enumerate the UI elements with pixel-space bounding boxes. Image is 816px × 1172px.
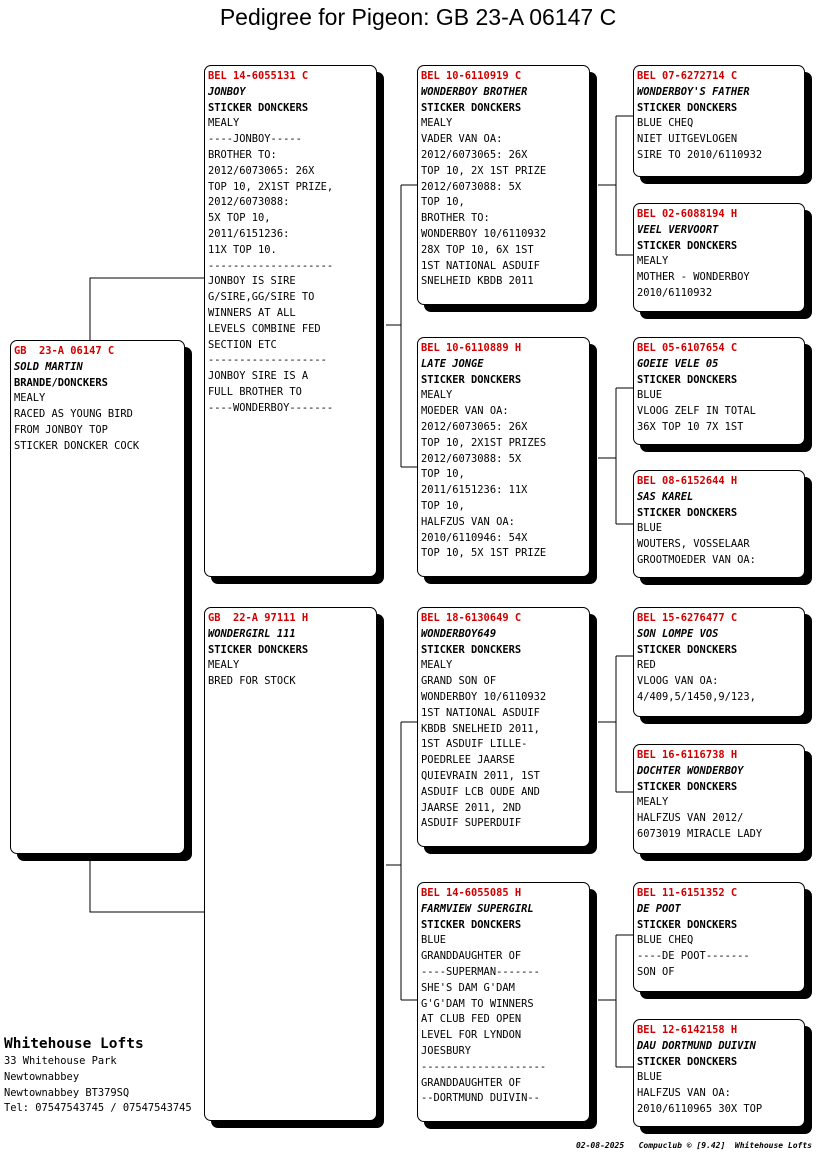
ring-number: BEL 02-6088194 H [637,208,738,220]
ring-number: BEL 11-6151352 C [637,887,738,899]
breeder: STICKER DONCKERS [208,101,309,114]
info-line: VLOOG VAN OA: [637,675,719,688]
info-line: ASDUIF SUPERDUIF [421,817,522,830]
info-line: TOP 10, 5X 1ST PRIZE [421,547,547,560]
info-line: MOTHER - WONDERBOY [637,271,750,284]
info-line: BROTHER TO: [208,148,277,161]
info-line: WOUTERS, VOSSELAAR [637,538,750,551]
info-line: ASDUIF LCB OUDE AND [421,785,540,798]
info-line: SHE'S DAM G'DAM [421,981,515,994]
info-line: TOP 10, 2X1ST PRIZE, [208,180,334,193]
owner-info [4,1034,192,1117]
info-line: 5X TOP 10, [208,212,271,225]
info-line: ----DE POOT------- [637,950,750,963]
info-line: HALFZUS VAN 2012/ [637,812,744,825]
ring-number: BEL 14-6055085 H [421,887,522,899]
breeder: STICKER DONCKERS [637,1055,738,1068]
info-line: FROM JONBOY TOP [14,423,108,436]
info-line: 2012/6073065: 26X [421,148,528,161]
info-line: BLUE [637,522,663,535]
page-title: Pedigree for Pigeon: GB 23-A 06147 C [219,4,617,30]
pigeon-name: FARMVIEW SUPERGIRL [421,902,534,915]
info-line: WONDERBOY 10/6110932 [421,690,547,703]
info-line: STICKER DONCKER COCK [14,439,140,452]
breeder: STICKER DONCKERS [208,643,309,656]
info-line: MEALY [208,659,240,672]
info-line: G/SIRE,GG/SIRE TO [208,291,315,304]
pigeon-name: WONDERBOY BROTHER [421,85,528,98]
dam-card [204,607,377,1121]
info-line: GROOTMOEDER VAN OA: [637,553,756,566]
info-line: MEALY [421,389,453,402]
info-line: 2010/6110932 [637,286,713,299]
info-line: FULL BROTHER TO [208,385,302,398]
info-line: KBDB SNELHEID 2011, [421,722,540,735]
info-line: HALFZUS VAN OA: [421,515,515,528]
sd-dam-card [633,470,805,578]
info-line: QUIEVRAIN 2011, 1ST [421,769,540,782]
pigeon-name: DOCHTER WONDERBOY [637,764,744,777]
info-line: -------------------- [421,1060,547,1073]
info-line: WINNERS AT ALL [208,306,296,319]
ring-number: GB 22-A 97111 H [208,612,309,624]
dd-dam-card [633,1019,805,1127]
breeder: STICKER DONCKERS [637,643,738,656]
info-line: ------------------- [208,354,327,367]
breeder: STICKER DONCKERS [637,506,738,519]
info-line: MEALY [421,659,453,672]
info-line: GRANDDAUGHTER OF [421,950,522,963]
ring-number: BEL 14-6055131 C [208,70,309,82]
info-line: SON OF [637,965,675,978]
info-line: MEALY [208,117,240,130]
info-line: BLUE CHEQ [637,117,694,130]
info-line: -------------------- [208,259,334,272]
info-line: GRANDDAUGHTER OF [421,1076,522,1089]
info-line: LEVELS COMBINE FED [208,322,321,335]
info-line: G'G'DAM TO WINNERS [421,997,534,1010]
info-line: JONBOY SIRE IS A [208,370,309,383]
info-line: VLOOG ZELF IN TOTAL [637,405,756,418]
info-line: ----WONDERBOY------- [208,401,334,414]
owner-address-line: Newtownabbey BT379SQ [4,1086,130,1099]
info-line: SNELHEID KBDB 2011 [421,275,534,288]
info-line: HALFZUS VAN OA: [637,1087,731,1100]
info-line: AT CLUB FED OPEN [421,1013,522,1026]
breeder: STICKER DONCKERS [421,918,522,931]
sire-dam-card [417,337,590,577]
ds-sire-card [633,607,805,717]
info-line: 4/409,5/1450,9/123, [637,690,756,703]
pigeon-name: WONDERBOY649 [421,627,497,640]
pigeon-name: WONDERGIRL 111 [208,627,296,640]
info-line: 2011/6151236: [208,227,290,240]
info-line: BLUE CHEQ [637,934,694,947]
ring-number: BEL 05-6107654 C [637,342,738,354]
owner-address-line: Newtownabbey [4,1070,80,1083]
ring-number: BEL 10-6110889 H [421,342,522,354]
info-line: ----SUPERMAN------- [421,965,540,978]
info-line: 2012/6073088: 5X [421,452,522,465]
info-line: --DORTMUND DUIVIN-- [421,1092,540,1105]
info-line: MEALY [14,392,46,405]
info-line: ----JONBOY----- [208,133,302,146]
info-line: BLUE [421,934,447,947]
info-line: RED [637,659,656,672]
footer-credit: 02-08-2025 Compuclub © [9.42] Whitehouse Lofts [575,1141,812,1150]
breeder: STICKER DONCKERS [421,373,522,386]
ss-dam-card [633,203,805,312]
info-line: NIET UITGEVLOGEN [637,133,738,146]
pigeon-name: DAU DORTMUND DUIVIN [637,1039,756,1052]
ring-number: BEL 12-6142158 H [637,1024,738,1036]
info-line: 6073019 MIRACLE LADY [637,827,763,840]
pigeon-name: DE POOT [637,902,681,915]
pigeon-name: LATE JONGE [421,357,484,370]
info-line: 2012/6073065: 26X [421,420,528,433]
breeder: STICKER DONCKERS [421,643,522,656]
info-line: 2010/6110965 30X TOP [637,1102,763,1115]
sd-sire-card [633,337,805,445]
info-line: SECTION ETC [208,338,277,351]
info-line: 36X TOP 10 7X 1ST [637,420,744,433]
ring-number: BEL 15-6276477 C [637,612,738,624]
info-line: WONDERBOY 10/6110932 [421,227,547,240]
info-line: SIRE TO 2010/6110932 [637,148,763,161]
breeder: STICKER DONCKERS [637,239,738,252]
breeder: STICKER DONCKERS [421,101,522,114]
info-line: JONBOY IS SIRE [208,275,296,288]
info-line: 1ST NATIONAL ASDUIF [421,259,540,272]
info-line: VADER VAN OA: [421,133,503,146]
ring-number: BEL 18-6130649 C [421,612,522,624]
breeder: STICKER DONCKERS [637,373,738,386]
info-line: BROTHER TO: [421,212,490,225]
info-line: JOESBURY [421,1044,472,1057]
ss-sire-card [633,65,805,177]
info-line: MOEDER VAN OA: [421,405,509,418]
info-line: 2012/6073088: [208,196,290,209]
pigeon-name: SON LOMPE VOS [637,627,719,640]
dam-dam-card [417,882,590,1122]
info-line: MEALY [637,796,669,809]
info-line: MEALY [637,255,669,268]
info-line: TOP 10, 2X1ST PRIZES [421,436,547,449]
info-line: LEVEL FOR LYNDON [421,1029,522,1042]
pigeon-name: GOEIE VELE 05 [637,357,719,370]
pigeon-name: SOLD MARTIN [14,360,83,373]
info-line: TOP 10, 2X 1ST PRIZE [421,164,547,177]
info-line: TOP 10, [421,468,465,481]
owner-phone: Tel: 07547543745 / 07547543745 [4,1102,192,1115]
info-line: TOP 10, [421,499,465,512]
ring-number: BEL 16-6116738 H [637,749,738,761]
sire-sire-card [417,65,590,305]
info-line: 11X TOP 10. [208,243,277,256]
info-line: JAARSE 2011, 2ND [421,801,522,814]
dam-sire-card [417,607,590,847]
ds-dam-card [633,744,805,854]
breeder: STICKER DONCKERS [637,918,738,931]
info-line: 28X TOP 10, 6X 1ST [421,243,534,256]
ring-number: GB 23-A 06147 C [14,345,115,357]
info-line: BLUE [637,1071,663,1084]
info-line: TOP 10, [421,196,465,209]
breeder: BRANDE/DONCKERS [14,376,108,389]
info-line: 1ST ASDUIF LILLE- [421,738,528,751]
owner-address-line: 33 Whitehouse Park [4,1055,117,1067]
pigeon-name: JONBOY [208,85,246,98]
pigeon-name: WONDERBOY'S FATHER [637,85,750,98]
subject-pigeon-card [10,340,185,854]
ring-number: BEL 10-6110919 C [421,70,522,82]
sire-card [204,65,377,577]
info-line: 1ST NATIONAL ASDUIF [421,706,540,719]
info-line: 2010/6110946: 54X [421,531,528,544]
ring-number: BEL 08-6152644 H [637,475,738,487]
info-line: 2011/6151236: 11X [421,484,528,497]
breeder: STICKER DONCKERS [637,101,738,114]
ring-number: BEL 07-6272714 C [637,70,738,82]
info-line: MEALY [421,117,453,130]
dd-sire-card [633,882,805,992]
info-line: POEDRLEE JAARSE [421,754,515,767]
info-line: BLUE [637,389,663,402]
info-line: RACED AS YOUNG BIRD [14,408,133,421]
info-line: 2012/6073088: 5X [421,180,522,193]
breeder: STICKER DONCKERS [637,780,738,793]
pigeon-name: SAS KAREL [637,490,694,503]
info-line: 2012/6073065: 26X [208,164,315,177]
owner-name: Whitehouse Lofts [4,1036,144,1052]
pigeon-name: VEEL VERVOORT [637,223,719,236]
info-line: GRAND SON OF [421,675,497,688]
info-line: BRED FOR STOCK [208,675,296,688]
